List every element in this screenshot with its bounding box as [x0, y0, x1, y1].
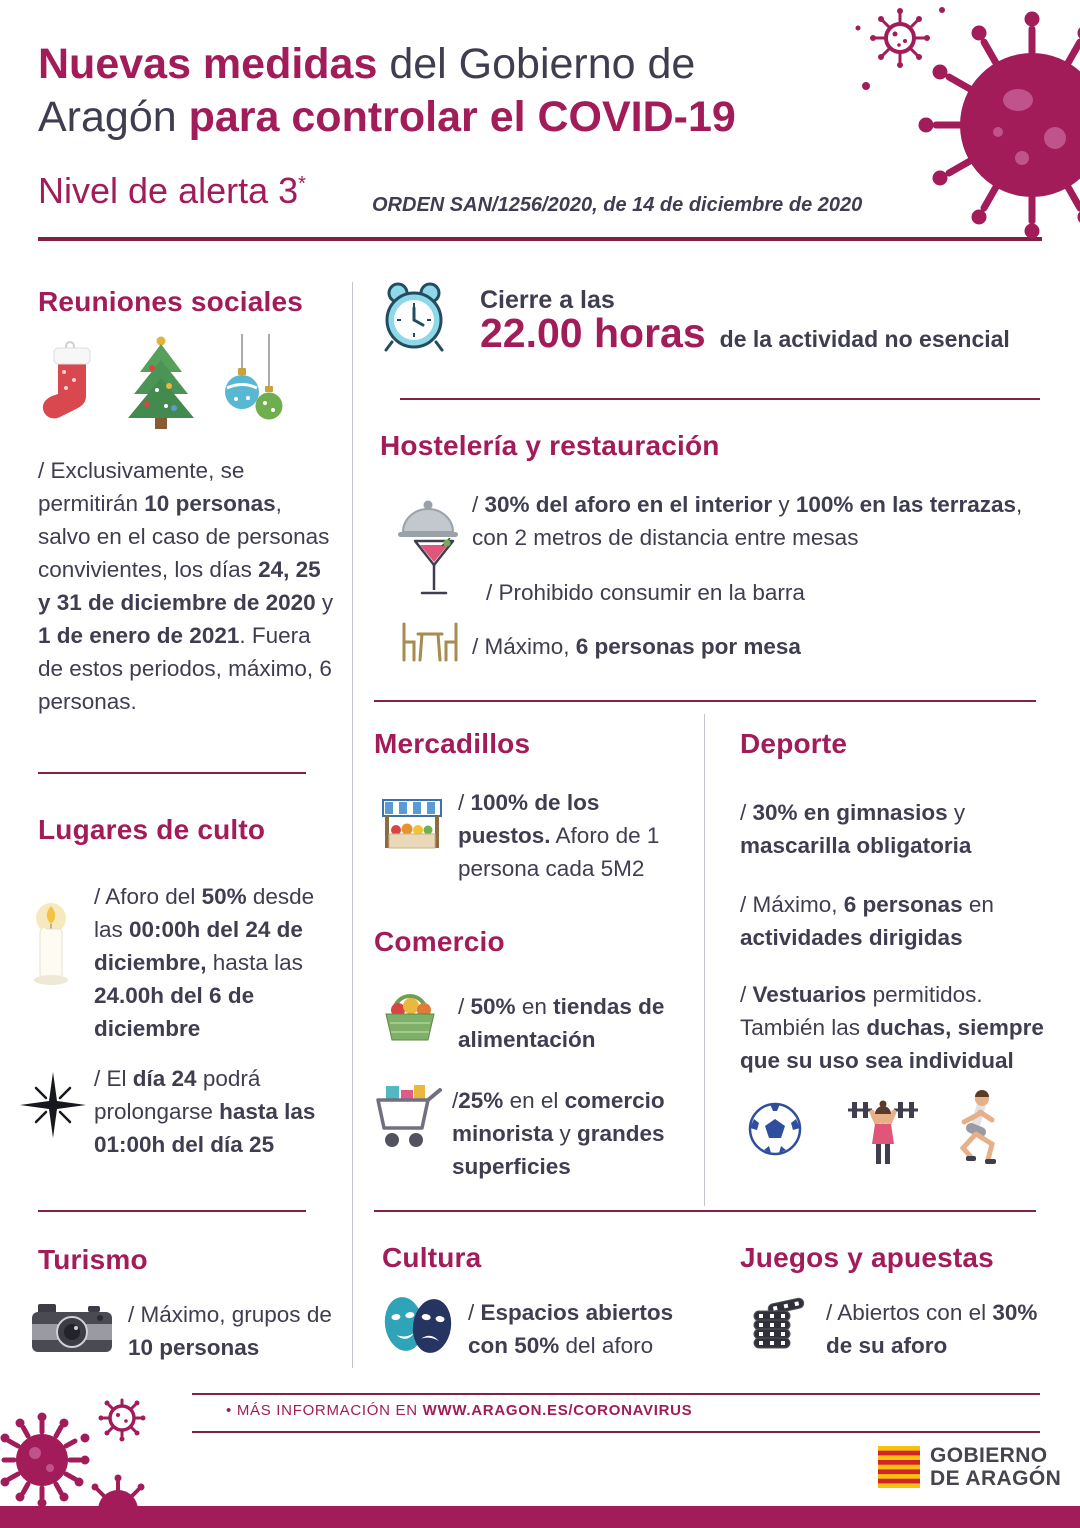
reuniones-body: / Exclusivamente, se permitirán 10 personas, salvo en el caso de personas convivientes, los días 24, 25 y 31 de diciembre de 2020 y 1 de enero de 2021. Fuera de estos periodos, máximo, 6 personas.	[38, 458, 334, 714]
hosteleria-item-3: / Máximo, 6 personas por mesa	[472, 634, 801, 659]
page-title	[38, 38, 878, 144]
camera-icon	[30, 1296, 114, 1358]
gobierno-aragon-logo	[878, 1444, 1061, 1490]
footer-info: • MÁS INFORMACIÓN EN WWW.ARAGON.ES/CORONAVIRUS	[226, 1402, 693, 1419]
section-heading-juegos: Juegos y apuestas	[740, 1242, 994, 1273]
theater-masks-icon	[378, 1292, 458, 1358]
footer-rule-top	[192, 1393, 1040, 1395]
poker-chips-icon	[746, 1292, 810, 1356]
order-reference: ORDEN SAN/1256/2020, de 14 de diciembre de 2020	[372, 194, 863, 216]
closing-row	[480, 310, 1010, 357]
culto-item-1: / Aforo del 50% desde las 00:00h del 24 de diciembre, hasta las 24.00h del 6 de diciembre	[94, 884, 315, 1041]
section-heading-mercadillos: Mercadillos	[374, 728, 531, 759]
left-divider-1	[38, 772, 306, 774]
deporte-item-3: / Vestuarios permitidos. También las duchas, siempre que su uso sea individual	[740, 982, 1044, 1073]
section-heading-culto: Lugares de culto	[38, 814, 266, 845]
turismo-item-1: / Máximo, grupos de 10 personas	[128, 1302, 332, 1360]
section-heading-reuniones: Reuniones sociales	[38, 286, 304, 317]
footer-rule-bottom	[192, 1431, 1040, 1433]
alert-level-text: Nivel de alerta 3	[38, 170, 299, 211]
star-sparkle-icon	[20, 1072, 86, 1138]
closing-intro: Cierre a las	[480, 286, 615, 314]
title-line-2: Aragón para controlar el COVID-19	[38, 93, 736, 141]
mid-divider	[374, 700, 1036, 702]
deporte-item-2: / Máximo, 6 personas en actividades dirigidas	[740, 892, 994, 950]
left-divider-2	[38, 1210, 306, 1212]
alert-level	[38, 170, 306, 212]
juegos-item-1: / Abiertos con el 30% de su aforo	[826, 1300, 1038, 1358]
column-divider-main	[352, 282, 353, 1368]
hosteleria-item-1: / 30% del aforo en el interior y 100% en las terrazas, con 2 metros de distancia entre mesas	[472, 492, 1023, 550]
bottom-divider	[374, 1210, 1036, 1212]
hosteleria-item-2: / Prohibido consumir en la barra	[486, 580, 805, 605]
table-chairs-icon	[398, 620, 462, 664]
section-heading-turismo: Turismo	[38, 1244, 148, 1275]
aragon-flag-icon	[878, 1446, 920, 1488]
market-stall-icon	[380, 792, 444, 854]
christmas-tree-icon	[122, 334, 200, 430]
bottom-color-bar	[0, 1506, 1080, 1528]
logo-line-1: GOBIERNO	[930, 1444, 1048, 1467]
candle-icon	[20, 898, 82, 994]
coronavirus-footer-icon	[0, 1398, 190, 1523]
logo-text	[930, 1444, 1061, 1490]
section-heading-cultura: Cultura	[382, 1242, 482, 1273]
cocktail-icon	[412, 538, 456, 604]
deporte-item-1: / 30% en gimnasios y mascarilla obligatoria	[740, 800, 972, 858]
section-heading-comercio: Comercio	[374, 926, 505, 957]
christmas-stocking-icon	[40, 338, 96, 430]
grocery-basket-icon	[378, 986, 442, 1044]
closing-divider	[400, 398, 1040, 400]
alarm-clock-icon	[378, 280, 450, 354]
weightlifter-icon	[848, 1092, 918, 1170]
cultura-item-1: / Espacios abiertos con 50% del aforo	[468, 1300, 674, 1358]
closing-time: 22.00 horas	[480, 310, 706, 356]
column-divider-secondary	[704, 714, 705, 1206]
comercio-item-2: /25% en el comercio minorista y grandes superficies	[452, 1088, 665, 1179]
runner-icon	[948, 1090, 1008, 1170]
cloche-icon	[398, 492, 458, 542]
soccer-ball-icon	[748, 1102, 802, 1156]
baubles-icon	[222, 334, 288, 430]
coronavirus-icon	[850, 0, 1080, 260]
closing-scope: de la actividad no esencial	[719, 326, 1010, 352]
alert-footnote-mark: *	[298, 173, 306, 195]
shopping-cart-icon	[372, 1084, 442, 1154]
title-line-1: Nuevas medidas del Gobierno de	[38, 40, 696, 88]
section-heading-deporte: Deporte	[740, 728, 848, 759]
culto-item-2: / El día 24 podrá prolongarse hasta las 01:00h del día 25	[94, 1066, 316, 1157]
comercio-item-1: / 50% en tiendas de alimentación	[458, 994, 665, 1052]
mercadillos-item-1: / 100% de los puestos. Aforo de 1 persona cada 5M2	[458, 790, 660, 881]
section-heading-hosteleria: Hostelería y restauración	[380, 430, 720, 461]
logo-line-2: DE ARAGÓN	[930, 1467, 1062, 1490]
